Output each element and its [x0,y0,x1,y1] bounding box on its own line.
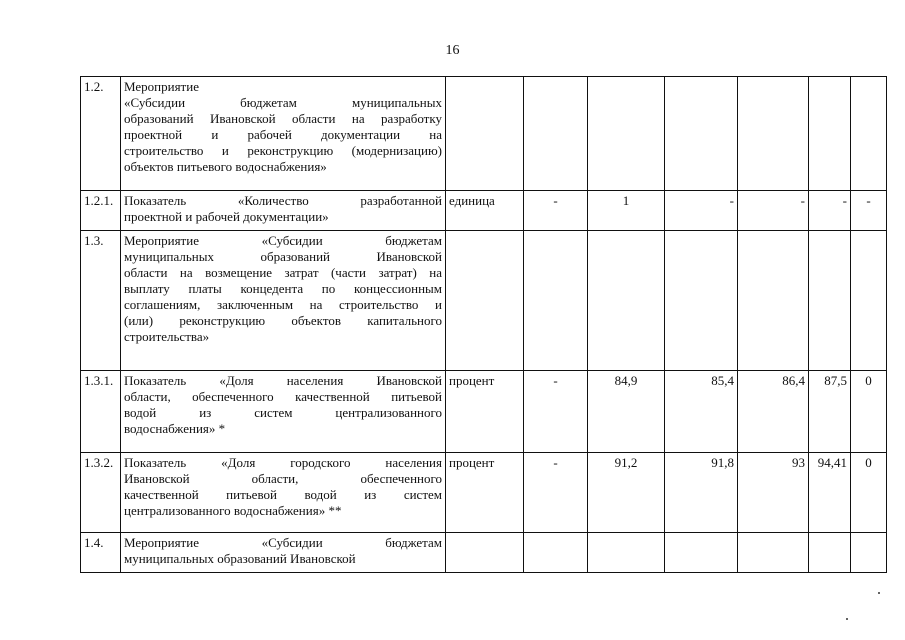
value-cell: 87,5 [809,371,851,453]
value-cell: 0 [851,453,887,533]
table-row [81,77,887,191]
scan-speck [878,592,880,594]
value-cell: 91,8 [665,453,738,533]
description-line: объектов питьевого водоснабжения» [124,159,327,174]
unit-cell: единица [446,191,524,231]
value-cell [738,77,809,191]
description-line: водоснабжения» * [124,421,226,436]
description-line: централизованного водоснабжения» ** [124,503,342,518]
value-cell [809,533,851,573]
value-cell [851,533,887,573]
value-cell [738,231,809,371]
description-line: (или) реконструкцию объектов капитального [124,313,442,328]
value-cell [851,231,887,371]
value-cell [524,231,588,371]
description-line: области на возмещение затрат (части затрат) на [124,265,442,280]
row-number: 1.3.1. [81,371,121,453]
value-cell: - [524,191,588,231]
table-body [81,77,887,573]
value-cell: - [524,453,588,533]
unit-cell [446,231,524,371]
row-number: 1.3.2. [81,453,121,533]
description-line: выплату платы концедента по концессионным [124,281,442,296]
value-cell [524,533,588,573]
value-cell [665,231,738,371]
value-cell [665,533,738,573]
description-line: проектной и рабочей документации» [124,209,329,224]
value-cell: - [524,371,588,453]
unit-cell [446,533,524,573]
value-cell: 0 [851,371,887,453]
description-line: Ивановской области, обеспеченного [124,471,442,486]
description-line: качественной питьевой водой из систем [124,487,442,502]
value-cell [851,77,887,191]
value-cell: - [738,191,809,231]
row-description [121,77,446,191]
row-number: 1.4. [81,533,121,573]
description-line: образований Ивановской области на разработку [124,111,442,126]
row-description [121,231,446,371]
description-line: Показатель «Доля городского населения [124,455,442,470]
row-number: 1.2.1. [81,191,121,231]
description-line: Мероприятие [124,79,199,94]
row-number: 1.3. [81,231,121,371]
value-cell: 85,4 [665,371,738,453]
unit-cell: процент [446,371,524,453]
unit-cell: процент [446,453,524,533]
description-line: водой из систем централизованного [124,405,442,420]
value-cell [588,533,665,573]
value-cell: 84,9 [588,371,665,453]
value-cell [665,77,738,191]
row-description [121,191,446,231]
value-cell [738,533,809,573]
description-line: «Субсидии бюджетам муниципальных [124,95,442,110]
row-description [121,533,446,573]
description-line: соглашениям, заключенным на строительство и [124,297,442,312]
value-cell: - [665,191,738,231]
value-cell: 1 [588,191,665,231]
table-row [81,453,887,533]
value-cell [809,77,851,191]
description-line: Показатель «Доля населения Ивановской [124,373,442,388]
table-row [81,231,887,371]
row-description [121,453,446,533]
value-cell: - [809,191,851,231]
description-line: области, обеспеченного качественной питьевой [124,389,442,404]
description-line: строительство и реконструкцию (модернизацию) [124,143,442,158]
table-row [81,533,887,573]
description-line: строительства» [124,329,210,344]
table-row [81,191,887,231]
page-number: 16 [445,43,460,58]
description-line: муниципальных образований Ивановской [124,551,356,566]
description-line: Показатель «Количество разработанной [124,193,442,208]
description-line: Мероприятие «Субсидии бюджетам [124,535,442,550]
table-row [81,371,887,453]
value-cell [809,231,851,371]
value-cell [524,77,588,191]
value-cell [588,231,665,371]
description-line: муниципальных образований Ивановской [124,249,442,264]
row-description [121,371,446,453]
description-line: проектной и рабочей документации на [124,127,442,142]
value-cell: 91,2 [588,453,665,533]
value-cell: - [851,191,887,231]
row-number: 1.2. [81,77,121,191]
value-cell: 94,41 [809,453,851,533]
value-cell [588,77,665,191]
unit-cell [446,77,524,191]
description-line: Мероприятие «Субсидии бюджетам [124,233,442,248]
indicators-table [80,76,887,573]
value-cell: 93 [738,453,809,533]
scan-speck [846,618,848,620]
value-cell: 86,4 [738,371,809,453]
